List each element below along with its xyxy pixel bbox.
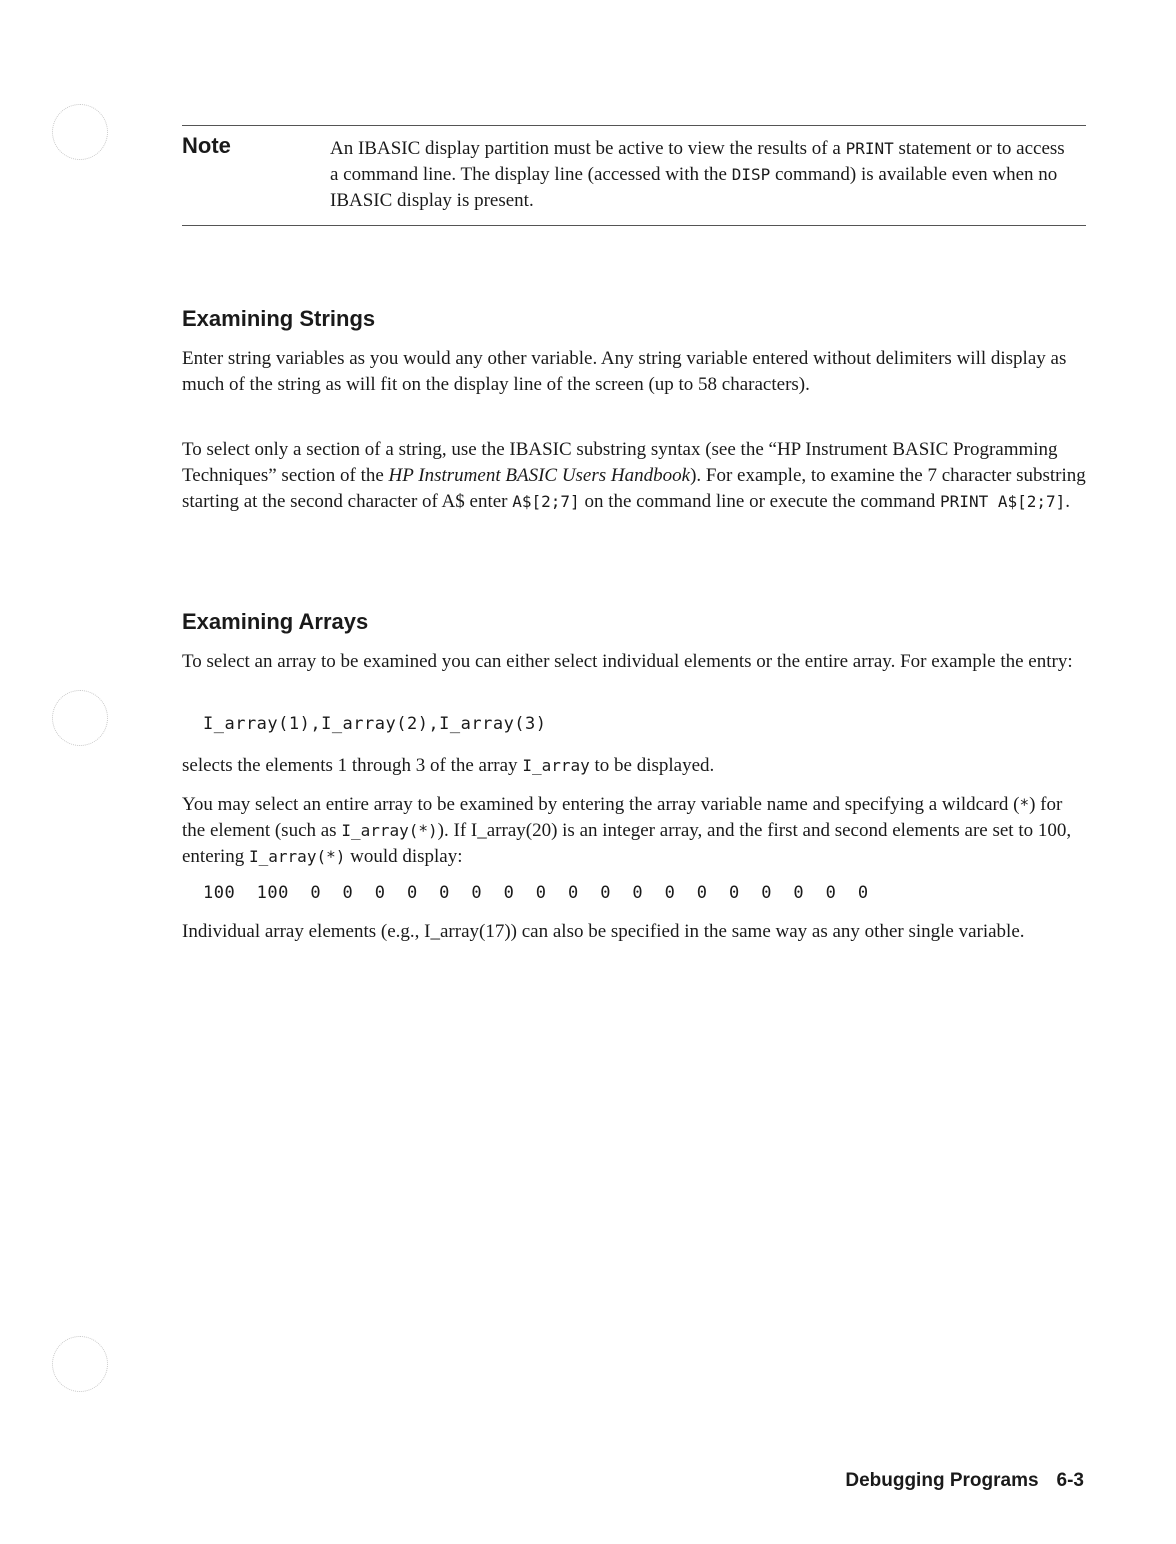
strings-paragraph-2: To select only a section of a string, use the IBASIC substring syntax (see the “HP Instrument BASIC Programming Techniques” section of the HP Instrument BASIC Users Handbook). For example, to examine the 7 character substring starting at the second character of A$ enter A$[2;7] on the command line or execute the command PRINT A$[2;7]. [182, 439, 1086, 512]
arrays-paragraph-3: You may select an entire array to be examined by entering the array variable name and specifying a wildcard (*) for the element (such as I_array(*)). If I_array(20) is an integer array, and the first and second elements are set to 100, entering I_array(*) would display: [182, 794, 1072, 867]
strings-paragraph-1: Enter string variables as you would any other variable. Any string variable entered without delimiters will display as much of the string as will fit on the display line of the screen (up to 58 characters). [182, 348, 1067, 395]
handbook-title: HP Instrument BASIC Users Handbook [388, 465, 691, 486]
code-array-output: 100 100 0 0 0 0 0 0 0 0 0 0 0 0 0 0 0 0 0 0 [203, 883, 869, 903]
code-print-substring: PRINT A$[2;7] [940, 492, 1066, 511]
binder-hole-middle [52, 690, 108, 746]
arrays-paragraph-1: To select an array to be examined you can either select individual elements or the entire array. For example the entry: [182, 651, 1073, 672]
footer-chapter: Debugging Programs [845, 1470, 1039, 1491]
section-title-strings: Examining Strings [182, 306, 376, 331]
footer-page-number: 6-3 [1056, 1470, 1084, 1491]
note-label: Note [182, 133, 231, 158]
code-array-wildcard-1: I_array(*) [341, 821, 438, 840]
arrays-paragraph-4: Individual array elements (e.g., I_array(17)) can also be specified in the same way as any other single variable. [182, 921, 1025, 942]
code-array-wildcard-2: I_array(*) [249, 847, 346, 866]
code-array-name: I_array [522, 756, 590, 775]
code-wildcard: * [1019, 795, 1030, 814]
section-title-arrays: Examining Arrays [182, 609, 369, 634]
code-array-entry: I_array(1),I_array(2),I_array(3) [203, 714, 547, 734]
page-footer [845, 1470, 1084, 1492]
binder-hole-top [52, 104, 108, 160]
code-substring: A$[2;7] [512, 492, 580, 511]
arrays-paragraph-2: selects the elements 1 through 3 of the array I_array to be displayed. [182, 755, 715, 776]
code-disp: DISP [731, 165, 771, 184]
note-top-rule [182, 125, 1086, 126]
note-text: An IBASIC display partition must be active to view the results of a PRINT statement or to access a command line. The display line (accessed with the DISP command) is available even when no IBASIC display is present. [330, 138, 1065, 211]
code-print: PRINT [845, 139, 894, 158]
note-bottom-rule [182, 225, 1086, 226]
binder-hole-lower [52, 1336, 108, 1392]
